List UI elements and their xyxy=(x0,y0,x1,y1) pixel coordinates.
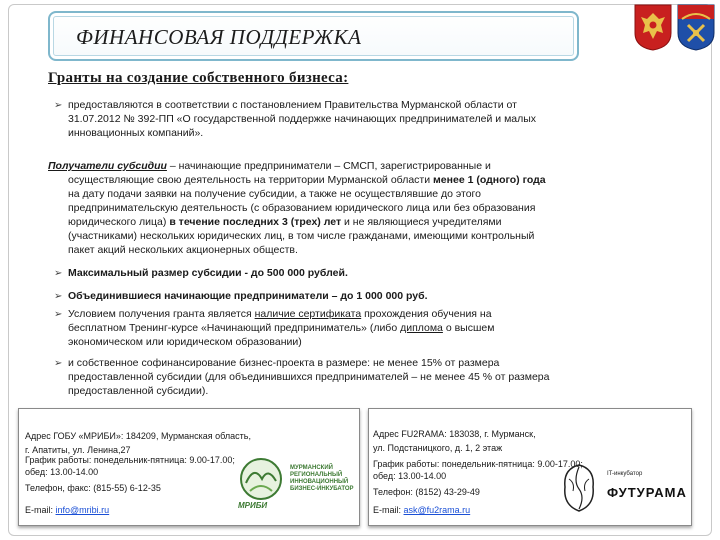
recipients-label: Получатели субсидии xyxy=(48,160,167,172)
murmansk-emblem-icon xyxy=(676,3,716,51)
section-title: Гранты на создание собственного бизнеса: xyxy=(48,70,349,86)
mribi-email-link[interactable]: info@mribi.ru xyxy=(55,505,110,515)
recipients-line: на дату подачи заявки на получение субсидии, а также не осуществлявшие до этого xyxy=(68,188,481,200)
bullet-arrow-icon: ➢ xyxy=(54,358,63,369)
grant-description xyxy=(68,98,628,140)
condition-item: Условием получения гранта является наличие сертификата прохождения обучения на бесплатном Тренинг-курсе «Начинающий предприниматель» (либо диплома о высшем экономическом или юридическом образовании) xyxy=(68,308,495,348)
futurama-email-link[interactable]: ask@fu2rama.ru xyxy=(403,505,471,515)
address-line: Адрес FU2RAMA: 183038, г. Мурманск, xyxy=(373,429,536,439)
mribi-logo xyxy=(236,457,354,519)
futurama-contact-box xyxy=(368,408,692,526)
recipients-line: (участниками) нескольких юридических лиц, в том числе гражданами, имеющими контрольный xyxy=(68,230,535,242)
russia-emblem-icon xyxy=(633,3,673,51)
address-line: г. Апатиты, ул. Ленина,27 xyxy=(25,445,131,455)
max-subsidy-item: Максимальный размер субсидии - до 500 000 рублей. xyxy=(68,267,348,279)
address-line: ул. Подстаницкого, д. 1, 2 этаж xyxy=(373,443,503,453)
phone-line: Телефон: (8152) 43-29-49 xyxy=(373,487,480,497)
recipients-line: осуществляющие свою деятельность на территории Мурманской области менее 1 (одного) года xyxy=(68,174,546,186)
bullet-arrow-icon: ➢ xyxy=(54,291,63,302)
bullet-arrow-icon: ➢ xyxy=(54,100,63,111)
mribi-logo-text: МУРМАНСКИЙ РЕГИОНАЛЬНЫЙ ИННОВАЦИОННЫЙ БИЗНЕС-ИНКУБАТОР xyxy=(290,465,354,492)
lunch-line: обед: 13.00-14.00 xyxy=(25,467,99,477)
cofinance-item: и собственное софинансирование бизнес-проекта в размере: не менее 15% от размера предоставленной субсидии (для объединившихся предпринимателей – не менее 45 % от размера предоставленной субсидии). xyxy=(68,357,550,397)
recipients-line: Получатели субсидии – начинающие предприниматели – СМСП, зарегистрированные и xyxy=(48,160,491,172)
address-line: Адрес ГОБУ «МРИБИ»: 184209, Мурманская область, xyxy=(25,431,251,441)
schedule-line: График работы: понедельник-пятница: 9.00-17.00; xyxy=(25,455,235,465)
page-title: ФИНАНСОВАЯ ПОДДЕРЖКА xyxy=(76,25,362,49)
recipients-line: юридического лица) в течение последних 3 (трех) лет и не являющиеся учредителями xyxy=(68,216,502,228)
phone-line: Телефон, факс: (815-55) 6-12-35 xyxy=(25,483,161,493)
title-box xyxy=(48,11,579,61)
recipients-paragraph xyxy=(48,159,616,257)
mribi-logo-name: МРИБИ xyxy=(238,501,268,510)
united-entrepreneurs-item: Объединившиеся начинающие предприниматели – до 1 000 000 руб. xyxy=(68,290,428,302)
recipients-line: пакет акций нескольких акционерных обществ. xyxy=(68,244,298,256)
grant-line: предоставляются в соответствии с постановлением Правительства Мурманской области от xyxy=(68,99,517,111)
email-line: E-mail: ask@fu2rama.ru xyxy=(373,505,471,515)
lunch-line: обед: 13.00-14.00 xyxy=(373,471,447,481)
bullet-arrow-icon: ➢ xyxy=(54,309,63,320)
grant-line: инновационных компаний». xyxy=(68,127,204,139)
futurama-logo-icon xyxy=(557,461,601,515)
futurama-logo xyxy=(557,461,687,515)
schedule-line: График работы: понедельник-пятница: 9.00-17.00; xyxy=(373,459,583,469)
email-line: E-mail: info@mribi.ru xyxy=(25,505,110,515)
bullet-arrow-icon: ➢ xyxy=(54,268,63,279)
recipients-line: предпринимательскую деятельность (с образованием юридического лица или без образования xyxy=(68,202,536,214)
grant-line: 31.07.2012 № 392-ПП «О государственной поддержке начинающих предпринимателей и малых xyxy=(68,113,537,125)
futurama-logo-name: ФУТУРАМА xyxy=(607,485,687,500)
mribi-contact-box xyxy=(18,408,360,526)
futurama-logo-subtitle: IT-инкубатор xyxy=(607,471,643,477)
